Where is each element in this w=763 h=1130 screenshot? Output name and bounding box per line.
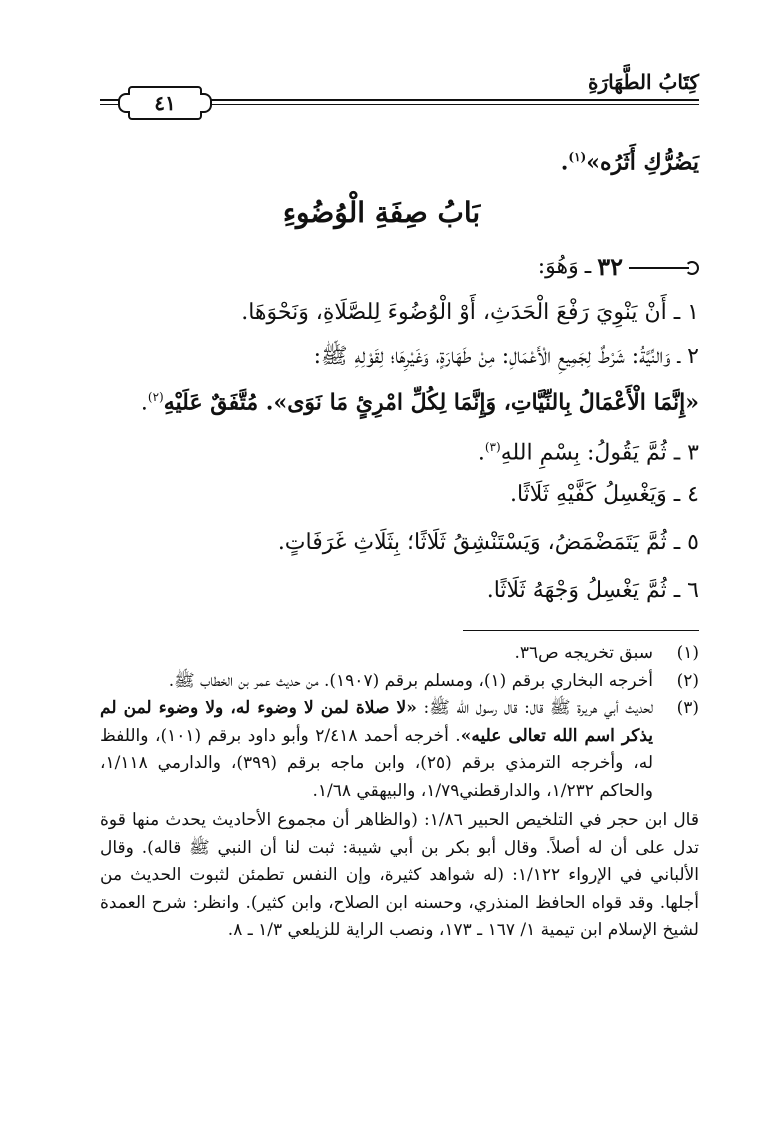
footnote-3 bbox=[100, 695, 699, 805]
footnote-rule bbox=[463, 630, 699, 631]
footnote-text: أخرجه البخاري برقم (١)، ومسلم برقم (١٩٠٧). من حديث عمر بن الخطاب ﷺ. bbox=[168, 670, 653, 691]
footnote-intro: لحديث أبي هريرة ﷺ قال: قال رسول الله ﷺ: bbox=[423, 698, 654, 718]
list-item-5 bbox=[60, 526, 699, 560]
list-item-1 bbox=[60, 296, 699, 330]
list-item-2-continued bbox=[60, 380, 699, 420]
page-number-frame bbox=[128, 86, 202, 120]
item-end: . bbox=[477, 440, 485, 466]
section-number: ٣٢ bbox=[597, 252, 623, 281]
item-text: ـ ثُمَّ يَقُولُ: بِسْمِ اللهِ bbox=[500, 440, 681, 466]
note-ref-2: (٢) bbox=[147, 390, 164, 404]
carryover-end: . bbox=[560, 149, 569, 176]
item-text: ـ ثُمَّ يَتَمَضْمَضُ، وَيَسْتَنْشِقُ ثَلَاثًا؛ بِثَلَاثِ غَرَفَاتٍ. bbox=[277, 530, 681, 555]
page-number: ٤١ bbox=[154, 91, 176, 115]
item-number: ٦ bbox=[687, 578, 699, 603]
footnote-1 bbox=[100, 640, 699, 668]
section-dash: ـ bbox=[584, 254, 592, 279]
item-text: ـ أَنْ يَنْوِيَ رَفْعَ الْحَدَثِ، أَوْ الْوُضُوءَ لِلصَّلَاةِ، وَنَحْوَهَا. bbox=[241, 300, 681, 325]
running-title: كِتَابُ الطَّهَارَةِ bbox=[588, 70, 699, 94]
footnote-text: سبق تخريجه ص٣٦. bbox=[514, 643, 653, 663]
footnote-3-paragraph-2: قال ابن حجر في التلخيص الحبير ١/٨٦: (والظاهر أن مجموع الأحاديث يحدث منها قوة تدل على أن له أصلاً. وقال أبو بكر بن أبي شيبة: ثبت لنا أن النبي ﷺ قاله). وقال الألباني في الإرواء ١/١٢٢: (له شواهد كثيرة، وإن النفس تطمئن لثبوت الحديث من أجلها. وقد قواه الحافظ المنذري، وحسنه ابن الصلاح، وابن كثير). وانظر: شرح العمدة لشيخ الإسلام ابن تيمية ١/ ١٦٧ ـ ١٧٣، ونصب الراية للزيلعي ١/٣ ـ ٨. bbox=[100, 810, 699, 940]
carryover-text: يَضُرُّكِ أَثَرُه» bbox=[586, 149, 699, 176]
footnote-rest: . أخرجه أحمد ٢/٤١٨ وأبو داود برقم (١٠١)، واللفظ له، وأخرجه الترمذي برقم (٢٥)، وابن ماجه برقم (٣٩٩)، والدارمي ١/١١٨، والحاكم ١/٢٣٢، والدارقطني١/٧٩، والبيهقي ١/٦٨. bbox=[100, 725, 654, 801]
list-item-3 bbox=[60, 430, 699, 470]
item-text: ـ ثُمَّ يَغْسِلُ وَجْهَهُ ثَلَاثًا. bbox=[486, 578, 681, 603]
item-number: ٢ bbox=[687, 344, 699, 369]
section-intro: وَهُوَ: bbox=[537, 254, 579, 279]
list-item-6 bbox=[60, 574, 699, 608]
item-end: . bbox=[140, 390, 148, 416]
list-item-2 bbox=[60, 340, 699, 374]
list-item-4 bbox=[60, 478, 699, 512]
item-text: ـ وَيَغْسِلُ كَفَّيْهِ ثَلَاثًا. bbox=[509, 482, 681, 507]
footnote-mark: (١) bbox=[676, 643, 699, 663]
carryover-line bbox=[60, 140, 699, 179]
item-number: ٥ bbox=[687, 530, 699, 555]
item-number: ١ bbox=[687, 300, 699, 325]
footnote-mark: (٢) bbox=[676, 670, 699, 691]
footnote-2 bbox=[100, 668, 699, 696]
hadith-text: «إِنَّمَا الْأَعْمَالُ بِالنِّيَّاتِ، وَإِنَّمَا لِكُلِّ امْرِئٍ مَا نَوَى». مُتَّفَقٌ عَلَيْهِ bbox=[163, 389, 699, 416]
note-ref-1: (١) bbox=[568, 150, 587, 164]
footnotes bbox=[100, 640, 699, 945]
footnote-mark: (٣) bbox=[676, 698, 699, 718]
section-heading bbox=[538, 252, 699, 281]
note-ref-3: (٣) bbox=[484, 440, 501, 454]
item-number: ٣ bbox=[687, 440, 699, 466]
footnote-hadith: «لا صلاة لمن لا وضوء له، ولا وضوء لمن لم يذكر اسم الله تعالى عليه» bbox=[100, 698, 653, 746]
section-ornament-icon bbox=[629, 260, 699, 274]
chapter-title: بَابُ صِفَةِ الْوُضُوءِ bbox=[282, 196, 481, 229]
item-number: ٤ bbox=[687, 482, 699, 507]
item-text: ـ وَالنِّيَّةُ: شَرْطٌ لِجَمِيعِ الْأَعْمَالِ: مِنْ طَهَارَةٍ، وَغَيْرِهَا؛ لِقَوْلِهِ ﷺ: bbox=[313, 344, 681, 369]
